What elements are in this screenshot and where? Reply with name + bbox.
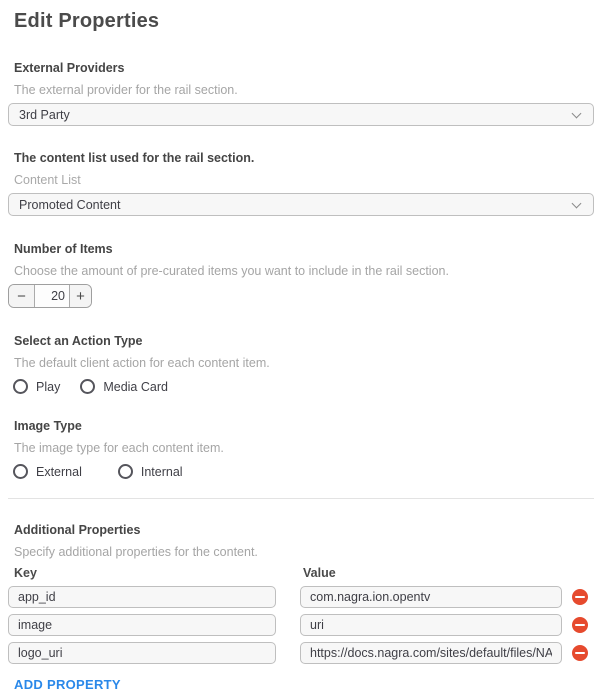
external-providers-description: The external provider for the rail section. bbox=[14, 83, 238, 97]
minus-circle-icon bbox=[575, 652, 585, 655]
additional-properties-description: Specify additional properties for the content. bbox=[14, 545, 258, 559]
page-title: Edit Properties bbox=[14, 10, 160, 32]
action-type-label: Select an Action Type bbox=[14, 334, 143, 348]
image-type-label: Image Type bbox=[14, 419, 82, 433]
radio-external-label: External bbox=[36, 464, 82, 479]
radio-circle-icon bbox=[80, 379, 95, 394]
content-list-section-label: The content list used for the rail section. bbox=[14, 151, 255, 165]
key-input[interactable] bbox=[8, 642, 276, 664]
minus-circle-icon bbox=[575, 596, 585, 599]
action-type-description: The default client action for each content item. bbox=[14, 356, 270, 370]
content-list-selected-value: Promoted Content bbox=[19, 197, 121, 212]
minus-circle-icon bbox=[575, 624, 585, 627]
delete-row-button[interactable] bbox=[572, 617, 588, 633]
value-input[interactable] bbox=[300, 586, 562, 608]
radio-circle-icon bbox=[13, 464, 28, 479]
quantity-stepper bbox=[8, 284, 92, 308]
items-count-input[interactable] bbox=[35, 285, 69, 307]
radio-media-card[interactable] bbox=[80, 379, 168, 394]
delete-row-button[interactable] bbox=[572, 645, 588, 661]
image-type-description: The image type for each content item. bbox=[14, 441, 224, 455]
image-type-radio-group bbox=[13, 464, 594, 479]
kv-table-header bbox=[8, 566, 594, 580]
section-action-type bbox=[8, 334, 594, 394]
external-provider-selected-value: 3rd Party bbox=[19, 107, 70, 122]
section-divider bbox=[8, 498, 594, 499]
radio-internal-label: Internal bbox=[140, 464, 183, 479]
section-external-providers bbox=[8, 61, 594, 126]
radio-play[interactable] bbox=[13, 379, 60, 394]
radio-circle-icon bbox=[118, 464, 133, 479]
chevron-down-icon bbox=[572, 110, 581, 119]
content-list-field-label: Content List bbox=[14, 173, 81, 187]
radio-circle-icon bbox=[13, 379, 28, 394]
key-input[interactable] bbox=[8, 614, 276, 636]
section-additional-properties bbox=[8, 523, 594, 694]
radio-play-label: Play bbox=[36, 379, 61, 394]
chevron-down-icon bbox=[572, 200, 581, 209]
table-row bbox=[8, 642, 594, 664]
value-input[interactable] bbox=[300, 642, 562, 664]
radio-media-card-label: Media Card bbox=[103, 379, 168, 394]
value-input[interactable] bbox=[300, 614, 562, 636]
key-input[interactable] bbox=[8, 586, 276, 608]
external-provider-select[interactable] bbox=[8, 103, 594, 126]
section-image-type bbox=[8, 419, 594, 479]
number-of-items-description: Choose the amount of pre-curated items you want to include in the rail section. bbox=[14, 264, 449, 278]
number-of-items-label: Number of Items bbox=[14, 242, 113, 256]
additional-properties-label: Additional Properties bbox=[14, 523, 141, 537]
content-list-select[interactable] bbox=[8, 193, 594, 216]
table-row bbox=[8, 586, 594, 608]
key-column-header: Key bbox=[14, 566, 37, 580]
table-row bbox=[8, 614, 594, 636]
radio-internal[interactable] bbox=[118, 464, 183, 479]
radio-external[interactable] bbox=[13, 464, 82, 479]
value-column-header: Value bbox=[303, 566, 336, 580]
increment-button[interactable]: + bbox=[69, 285, 91, 307]
action-type-radio-group bbox=[13, 379, 594, 394]
add-property-button[interactable]: ADD PROPERTY bbox=[14, 677, 121, 692]
external-providers-label: External Providers bbox=[14, 61, 125, 75]
section-content-list bbox=[8, 151, 594, 216]
section-number-of-items bbox=[8, 242, 594, 308]
delete-row-button[interactable] bbox=[572, 589, 588, 605]
decrement-button[interactable]: − bbox=[9, 285, 35, 307]
